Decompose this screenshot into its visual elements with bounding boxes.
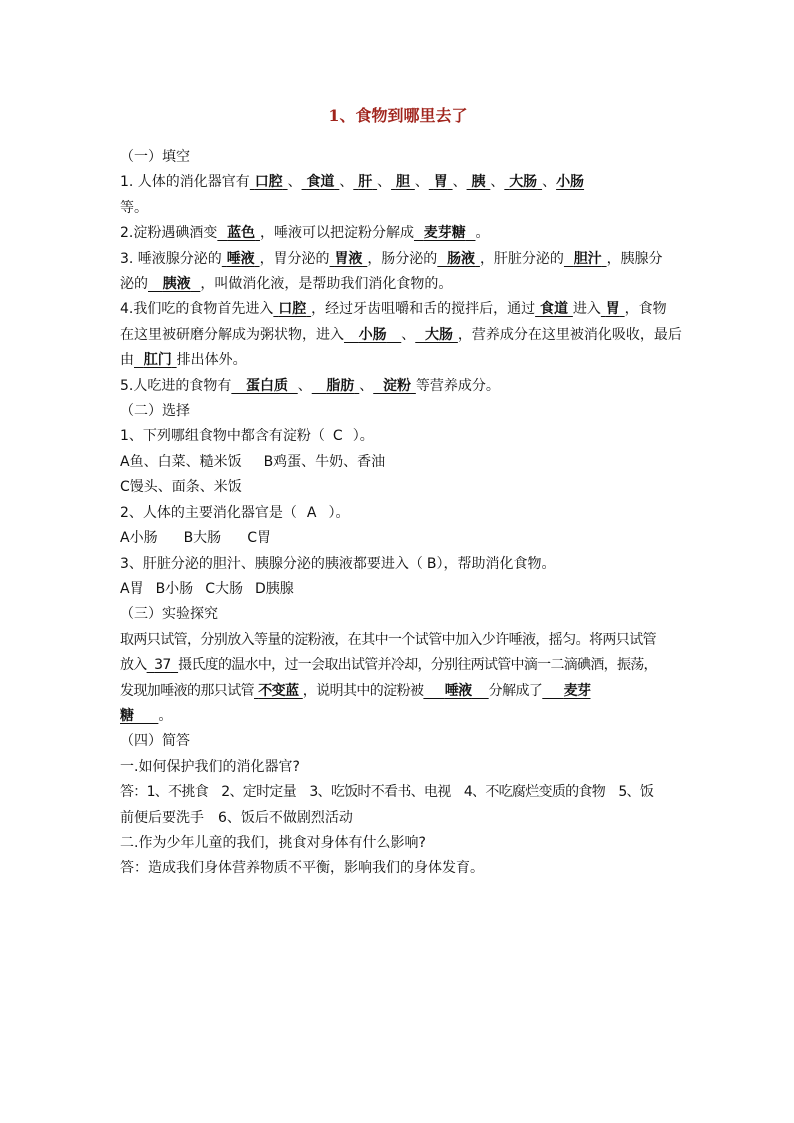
answer-blank: 唾液: [444, 682, 472, 699]
fill-question-4-cont2: 由 肛门 排出体外。: [120, 352, 247, 369]
choice-question-3: 3、肝脏分泌的胆汁、胰腺分泌的胰液都要进入（ B），帮助消化食物。: [120, 555, 556, 572]
fill-question-2: 2.淀粉遇碘酒变 蓝色 ，唾液可以把淀粉分解成 麦芽糖 。: [120, 225, 490, 242]
answer-blank: 脂肪: [326, 377, 355, 394]
answer-blank: 蓝色: [227, 225, 256, 242]
choice-options-1: A鱼、白菜、糙米饭 B鸡蛋、牛奶、香油: [120, 453, 386, 470]
page-title: 1、食物到哪里去了: [328, 106, 468, 125]
fill-question-3: 3. 唾液腺分泌的 唾液 ，胃分泌的 胃液 ，肠分泌的 肠液 ，肝脏分泌的 胆汁 ，胰腺分: [120, 250, 663, 267]
section-heading-choice: （二）选择: [120, 403, 190, 420]
worksheet-content: [120, 104, 682, 882]
answer-blank: 不变蓝: [258, 682, 299, 699]
fill-question-4-cont: 在这里被研磨分解成为粥状物，进入 小肠 、 大肠 ，营养成分在这里被消化吸收，最后: [120, 326, 682, 343]
answer-blank: 口腔: [278, 301, 307, 318]
choice-answer: A: [306, 504, 317, 521]
choice-options-1-cont: C馒头、面条、米饭: [120, 479, 242, 496]
fill-question-5: 5.人吃进的食物有 蛋白质 、 脂肪 、 淀粉 等营养成分。: [120, 377, 500, 394]
answer-blank: 胆: [395, 174, 410, 191]
answer-blank: 胰液: [162, 276, 191, 293]
short-question-2: 二.作为少年儿童的我们，挑食对身体有什么影响?: [120, 834, 426, 851]
answer-blank: 唾液: [226, 250, 255, 267]
answer-blank: 小肠: [358, 326, 387, 343]
answer-blank: 大肠: [425, 326, 453, 343]
section-heading-fill-blank: （一）填空: [120, 149, 190, 165]
answer-blank: 胃: [605, 301, 620, 318]
short-answer-1-line-1: 答：1、不挑食 2、定时定量 3、吃饭时不看书、电视 4、不吃腐烂变质的食物 5、饭: [120, 784, 654, 801]
choice-answer: C: [332, 428, 343, 445]
answer-blank: 糖: [120, 707, 134, 724]
answer-blank: 蛋白质: [245, 377, 288, 394]
choice-answer: B: [426, 555, 437, 572]
fill-question-1: 1. 人体的消化器官有 口腔 、 食道 、 肝 、 胆 、 胃 、 胰 、 大肠 、小肠: [120, 174, 585, 191]
answer-blank: 胃: [433, 174, 448, 191]
short-question-1: 一.如何保护我们的消化器官?: [120, 758, 300, 775]
fill-question-3-cont: 泌的 胰液 ，叫做消化液，是帮助我们消化食物的。: [120, 276, 453, 293]
experiment-line-2: 放入 37 摄氏度的温水中，过一会取出试管并冷却，分别往两试管中滴一二滴碘酒，振荡，: [120, 657, 657, 674]
short-answer-2: 答：造成我们身体营养物质不平衡，影响我们的身体发育。: [120, 860, 484, 877]
experiment-line-1: 取两只试管，分别放入等量的淀粉液，在其中一个试管中加入少许唾液，摇匀。将两只试管: [120, 631, 656, 648]
answer-blank: 小肠: [556, 174, 585, 191]
choice-options-2: A小肠 B大肠 C胃: [120, 530, 271, 547]
experiment-line-3: 发现加唾液的那只试管 不变蓝 ，说明其中的淀粉被 唾液 分解成了 麦芽: [120, 682, 591, 699]
choice-question-1: 1、下列哪组食物中都含有淀粉（ C ）。: [120, 428, 374, 445]
short-answer-1-line-2: 前便后要洗手 6、饭后不做剧烈活动: [120, 809, 353, 826]
answer-blank: 食道: [306, 174, 335, 191]
section-heading-experiment: （三）实验探究: [120, 606, 218, 623]
fill-question-4: 4.我们吃的食物首先进入 口腔 ，经过牙齿咀嚼和舌的搅拌后，通过 食道 进入 胃 ，食物: [120, 301, 667, 318]
choice-options-3: A胃 B小肠 C大肠 D胰腺: [120, 580, 294, 597]
section-heading-short-answer: （四）简答: [120, 733, 190, 750]
answer-blank: 胃液: [334, 250, 363, 267]
experiment-line-4: 糖 。: [120, 707, 173, 724]
answer-blank: 口腔: [254, 174, 283, 191]
answer-blank: 37: [154, 657, 171, 674]
choice-question-2: 2、人体的主要消化器官是（ A ）。: [120, 504, 350, 521]
fill-question-1-cont: 等。: [120, 199, 148, 216]
answer-blank: 淀粉: [382, 377, 411, 394]
answer-blank: 胰: [471, 174, 486, 191]
answer-blank: 麦芽糖: [423, 225, 466, 242]
answer-blank: 食道: [539, 301, 568, 318]
answer-blank: 肠液: [447, 250, 476, 267]
answer-blank: 大肠: [509, 174, 538, 191]
answer-blank: 肝: [358, 174, 373, 191]
answer-blank: 肛门: [143, 352, 172, 369]
answer-blank: 胆汁: [573, 250, 602, 267]
answer-blank: 麦芽: [563, 682, 591, 699]
